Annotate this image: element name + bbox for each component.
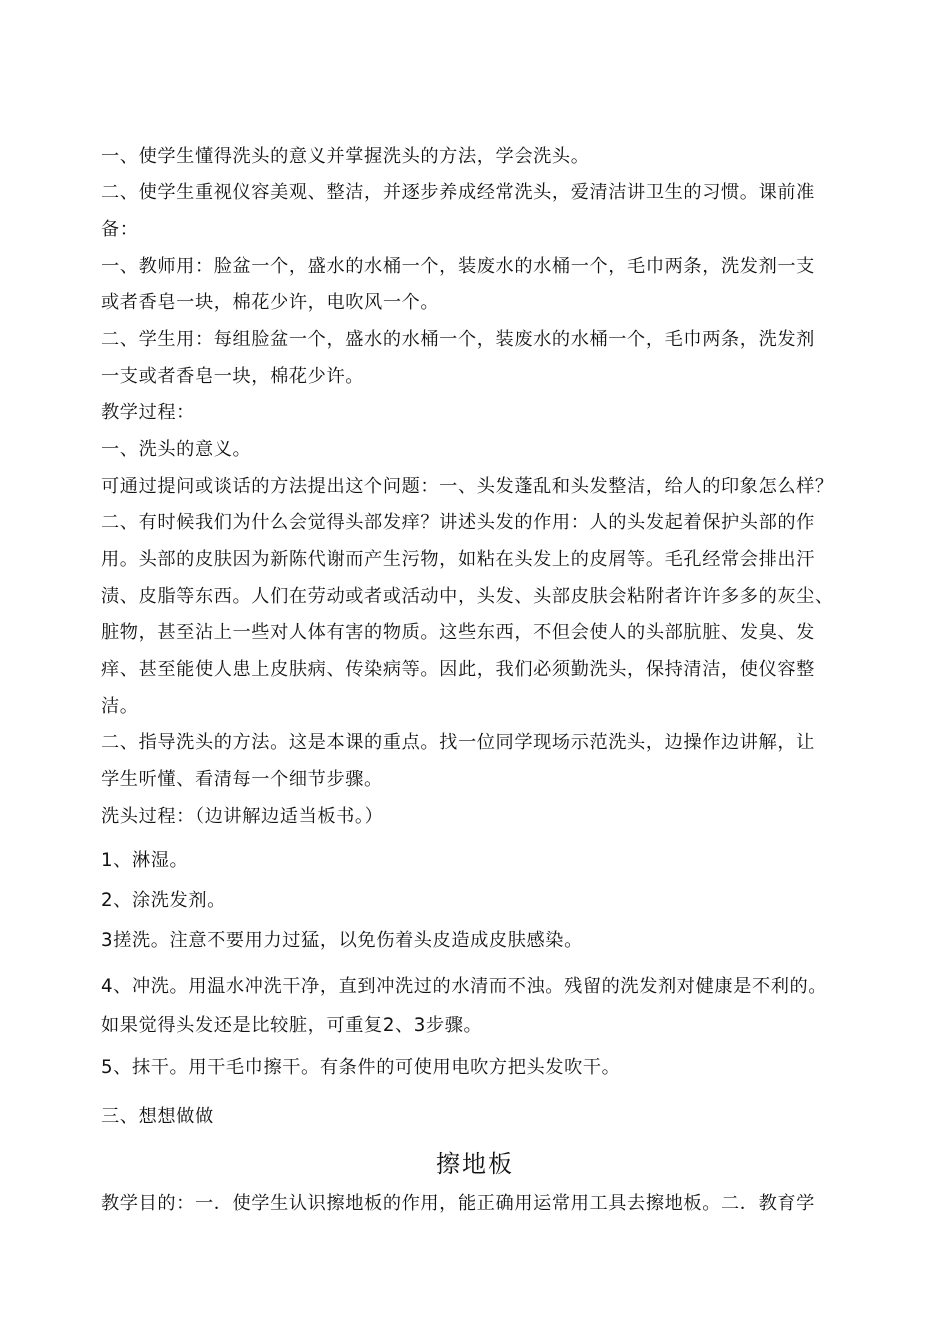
text-line: 如果觉得头发还是比较脏，可重复2、3步骤。	[101, 1015, 483, 1036]
list-item: 1、淋湿。	[101, 850, 189, 871]
text-line: 二、使学生重视仪容美观、整洁，并逐步养成经常洗头，爱清洁讲卫生的习惯。课前准	[101, 182, 815, 203]
text-line: 一、洗头的意义。	[101, 439, 252, 460]
text-line: 三、想想做做	[101, 1106, 214, 1127]
list-item: 2、涂洗发剂。	[101, 890, 226, 911]
text-line: 教学过程：	[101, 402, 195, 423]
list-item: 3搓洗。注意不要用力过猛，以免伤着头皮造成皮肤感染。	[101, 930, 583, 951]
text-line: 或者香皂一块，棉花少许，电吹风一个。	[101, 292, 440, 313]
text-line: 备：	[101, 219, 139, 240]
section-title: 擦地板	[436, 1150, 514, 1178]
text-line: 二、指导洗头的方法。这是本课的重点。找一位同学现场示范洗头，边操作边讲解，让	[101, 732, 815, 753]
text-line: 可通过提问或谈话的方法提出这个问题：一、头发蓬乱和头发整洁，给人的印象怎么样？	[101, 476, 834, 497]
text-line: 洗头过程：（边讲解边适当板书。）	[101, 806, 384, 827]
text-line: 一、教师用：脸盆一个，盛水的水桶一个，装废水的水桶一个，毛巾两条，洗发剂一支	[101, 256, 815, 277]
text-line: 脏物，甚至沾上一些对人体有害的物质。这些东西，不但会使人的头部肮脏、发臭、发	[101, 622, 815, 643]
text-line: 二、学生用：每组脸盆一个，盛水的水桶一个，装废水的水桶一个，毛巾两条，洗发剂	[101, 329, 815, 350]
text-line: 用。头部的皮肤因为新陈代谢而产生污物，如粘在头发上的皮屑等。毛孔经常会排出汗	[101, 549, 815, 570]
text-line: 二、有时候我们为什么会觉得头部发痒？讲述头发的作用：人的头发起着保护头部的作	[101, 512, 815, 533]
list-item: 4、冲洗。用温水冲洗干净，直到冲洗过的水清而不浊。残留的洗发剂对健康是不利的。	[101, 976, 828, 997]
list-item: 5、抹干。用干毛巾擦干。有条件的可使用电吹方把头发吹干。	[101, 1057, 621, 1078]
text-line: 一支或者香皂一块，棉花少许。	[101, 366, 365, 387]
text-line: 教学目的：一．使学生认识擦地板的作用，能正确用运常用工具去擦地板。二．教育学	[101, 1193, 815, 1214]
text-line: 学生听懂、看清每一个细节步骤。	[101, 769, 383, 790]
text-line: 一、使学生懂得洗头的意义并掌握洗头的方法，学会洗头。	[101, 146, 590, 167]
text-line: 洁。	[101, 696, 139, 717]
text-line: 痒、甚至能使人患上皮肤病、传染病等。因此，我们必须勤洗头，保持清洁，使仪容整	[101, 659, 815, 680]
text-line: 渍、皮脂等东西。人们在劳动或者或活动中，头发、头部皮肤会粘附者许许多多的灰尘、	[101, 586, 834, 607]
